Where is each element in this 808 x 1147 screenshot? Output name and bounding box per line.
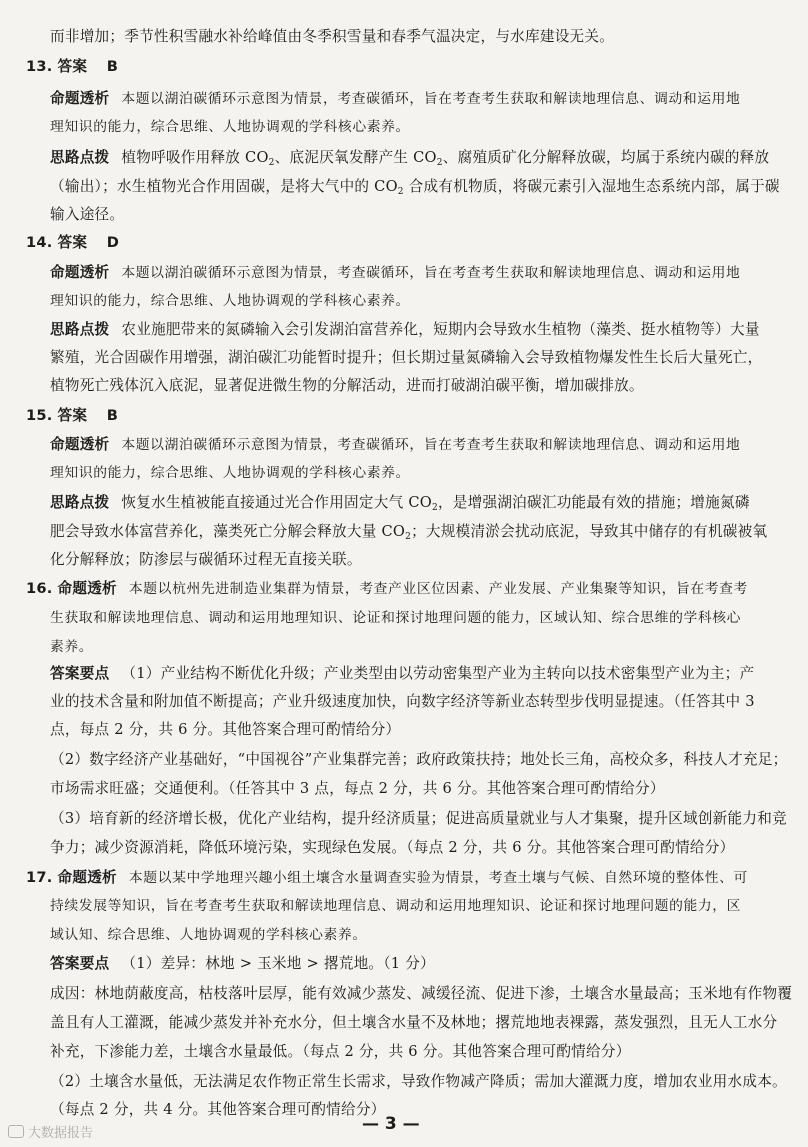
q14-reasoning-line2: 繁殖，光合固碳作用增强，湖泊碳汇功能暂时提升；但长期过量氮磷输入会导致植物爆发性生长后大量死亡， — [50, 349, 763, 366]
q14-intent-line1: 命题透析 本题以湖泊碳循环示意图为情景，考查碳循环，旨在考查考生获取和解读地理信息、调动和运用地 — [50, 264, 741, 281]
q17-intent-label: 命题透析 — [57, 869, 117, 886]
q13-number: 13. — [26, 58, 53, 75]
q14-number: 14. — [26, 234, 53, 251]
q14-reasoning-label: 思路点拨 — [50, 321, 110, 338]
q14-reasoning-line3: 植物死亡残体沉入底泥，显著促进微生物的分解活动，进而打破湖泊碳平衡，增加碳排放。 — [50, 377, 644, 394]
q15-reasoning-label: 思路点拨 — [50, 494, 110, 511]
q14-reasoning-line1: 思路点拨 农业施肥带来的氮磷输入会引发湖泊富营养化，短期内会导致水生植物（藻类、挺水植物等）大量 — [50, 321, 760, 338]
q16-answer-line4: （2）数字经济产业基础好，“中国视谷”产业集群完善；政府政策扶持；地处长三角，高校众多，科技人才充足； — [50, 751, 788, 768]
camera-icon — [8, 1125, 24, 1138]
q15-answer-value: B — [106, 407, 119, 424]
watermark-text: 大数据报告 — [28, 1126, 94, 1141]
q13-answer-value: B — [106, 58, 119, 75]
q15-intent-label: 命题透析 — [50, 436, 110, 453]
q16-answer-line1: 答案要点 （1）产业结构不断优化升级；产业类型由以劳动密集型产业为主转向以技术密集型产业为主；产 — [50, 665, 755, 682]
q15-reasoning-line2: 肥会导致水体富营养化，藻类死亡分解会释放大量 $CO_2$；大规模清淤会扰动底泥，导致其中储存的有机碳被氧 — [50, 523, 768, 542]
q17-number: 17. — [26, 869, 53, 886]
q15-answer-line — [26, 405, 118, 427]
q17-intent-line1: 17. 命题透析 本题以某中学地理兴趣小组土壤含水量调查实验为情景，考查土壤与气候、自然环境的整体性、可 — [26, 869, 748, 886]
watermark — [8, 1122, 93, 1141]
q13-intent-label: 命题透析 — [50, 90, 110, 107]
q14-answer-line — [26, 232, 119, 254]
q17-intent-line3: 域认知、综合思维、人地协调观的学科核心素养。 — [50, 927, 367, 943]
q17-answer-line5: （2）土壤含水量低，无法满足农作物正常生长需求，导致作物减产降质；需加大灌溉力度，增加农业用水成本。 — [50, 1073, 787, 1090]
q16-intent-label: 命题透析 — [57, 580, 117, 597]
q16-intent-line3: 素养。 — [50, 639, 94, 655]
q17-answer-label: 答案要点 — [50, 955, 110, 972]
q16-answer-line6: （3）培育新的经济增长极，优化产业结构，提升经济质量；促进高质量就业与人才集聚，提升区域创新能力和竞 — [50, 810, 787, 827]
q17-answer-line6: （每点 2 分，共 4 分。其他答案合理可酌情给分） — [50, 1101, 386, 1118]
q17-answer-line4: 补充，下渗能力差，土壤含水量最低。（每点 2 分，共 6 分。其他答案合理可酌情给分） — [50, 1043, 631, 1060]
q16-intent-line1: 16. 命题透析 本题以杭州先进制造业集群为情景，考查产业区位因素、产业发展、产业集聚等知识，旨在考查考 — [26, 580, 748, 597]
q15-reasoning-line3: 化分解释放；防渗层与碳循环过程无直接关联。 — [50, 551, 362, 568]
q14-intent-label: 命题透析 — [50, 264, 110, 281]
q16-answer-line2: 业的技术含量和附加值不断提高；产业升级速度加快，向数字经济等新业态转型步伐明显提速。（任答其中 3 — [50, 693, 755, 710]
q15-intent-line2: 理知识的能力，综合思维、人地协调观的学科核心素养。 — [50, 465, 410, 481]
q13-reasoning-line1: 思路点拨 植物呼吸作用释放 $CO_2$、底泥厌氧发酵产生 $CO_2$、腐殖质矿化分解释放碳，均属于系统内碳的释放 — [50, 149, 770, 168]
q13-reasoning-line3: 输入途径。 — [50, 206, 125, 223]
para-continuation: 而非增加；季节性积雪融水补给峰值由冬季积雪量和春季气温决定，与水库建设无关。 — [50, 28, 615, 45]
q16-answer-line3: 点，每点 2 分，共 6 分。其他答案合理可酌情给分） — [50, 721, 401, 738]
q17-answer-line2: 成因：林地荫蔽度高，枯枝落叶层厚，能有效减少蒸发、减缓径流、促进下渗，土壤含水量最高；玉米地有作物覆 — [50, 985, 793, 1002]
q14-answer-value: D — [106, 234, 120, 251]
q16-answer-label: 答案要点 — [50, 665, 110, 682]
q15-intent-line1: 命题透析 本题以湖泊碳循环示意图为情景，考查碳循环，旨在考查考生获取和解读地理信息、调动和运用地 — [50, 436, 741, 453]
q16-answer-line5: 市场需求旺盛；交通便利。（任答其中 3 点，每点 2 分，共 6 分。其他答案合理可酌情给分） — [50, 780, 665, 797]
q14-intent-line2: 理知识的能力，综合思维、人地协调观的学科核心素养。 — [50, 293, 410, 309]
q13-answer-line — [26, 56, 118, 78]
q16-intent-line2: 生获取和解读地理信息、调动和运用地理知识、论证和探讨地理问题的能力，区域认知、综合思维的学科核心 — [50, 610, 742, 626]
q15-answer-label: 答案 — [57, 407, 88, 424]
q13-reasoning-label: 思路点拨 — [50, 149, 110, 166]
q16-number: 16. — [26, 580, 53, 597]
q14-answer-label: 答案 — [57, 234, 88, 251]
q13-reasoning-line2: （输出）；水生植物光合作用固碳，是将大气中的 $CO_2$ 合成有机物质，将碳元素引入湿地生态系统内部，属于碳 — [50, 178, 780, 197]
q15-number: 15. — [26, 407, 53, 424]
q13-intent-line1 — [50, 88, 740, 110]
q17-intent-line2: 持续发展等知识，旨在考查考生获取和解读地理信息、调动和运用地理知识、论证和探讨地理问题的能力，区 — [50, 898, 742, 914]
page-number: — 3 — — [362, 1114, 420, 1134]
q17-answer-line1: 答案要点 （1）差异：林地 > 玉米地 > 撂荒地。（1 分） — [50, 955, 435, 972]
q13-answer-label: 答案 — [57, 58, 88, 75]
q15-reasoning-line1: 思路点拨 恢复水生植被能直接通过光合作用固定大气 $CO_2$，是增强湖泊碳汇功能最有效的措施；增施氮磷 — [50, 494, 750, 513]
q16-answer-line7: 争力；减少资源消耗，降低环境污染，实现绿色发展。（每点 2 分，共 6 分。其他答案合理可酌情给分） — [50, 839, 735, 856]
q17-answer-line3: 盖且有人工灌溉，能减少蒸发并补充水分，但土壤含水量不及林地；撂荒地地表裸露，蒸发强烈，且无人工水分 — [50, 1014, 778, 1031]
q13-intent-text: 本题以湖泊碳循环示意图为情景，考查碳循环，旨在考查考生获取和解读地理信息、调动和运用地 — [121, 91, 741, 107]
q13-intent-line2: 理知识的能力，综合思维、人地协调观的学科核心素养。 — [50, 119, 410, 135]
